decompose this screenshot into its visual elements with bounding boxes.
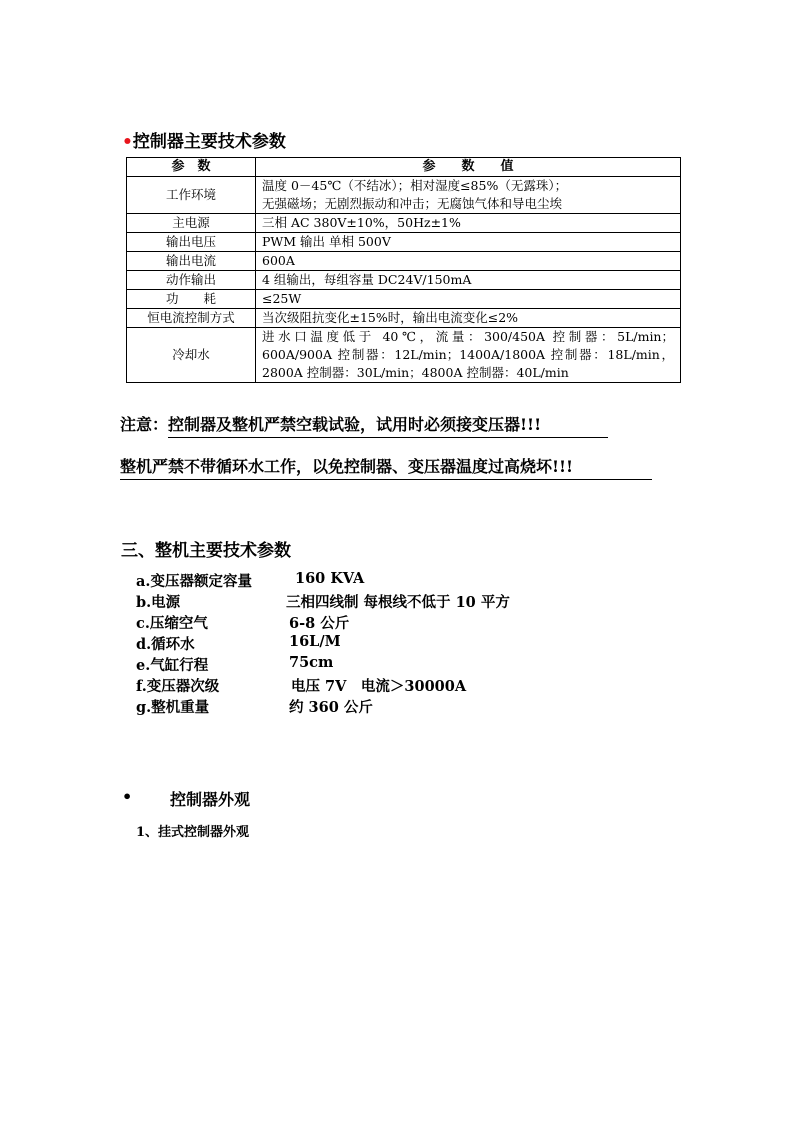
spec-value: 160 KVA bbox=[295, 570, 365, 587]
appearance-subheading: 1、挂式控制器外观 bbox=[136, 825, 250, 840]
spec-row bbox=[136, 654, 334, 675]
section-heading-controller-params bbox=[122, 127, 286, 152]
section-heading-appearance bbox=[122, 787, 251, 809]
header-param: 参 数 bbox=[127, 158, 256, 177]
value-cell: ≤25W bbox=[256, 290, 681, 309]
spec-value: 三相四线制 每根线不低于 10 平方 bbox=[286, 594, 510, 611]
warning-note-2: 整机严禁不带循环水工作，以免控制器、变压器温度过高烧坏!!! bbox=[120, 454, 652, 480]
spec-value: 75cm bbox=[289, 654, 334, 671]
value-cell: 当次级阻抗变化±15%时，输出电流变化≤2% bbox=[256, 309, 681, 328]
heading-title: 控制器主要技术参数 bbox=[132, 132, 286, 152]
table-row bbox=[127, 233, 681, 252]
warning-note-1 bbox=[120, 412, 608, 438]
spec-row bbox=[136, 570, 365, 591]
spec-label: g.整机重量 bbox=[136, 699, 210, 716]
param-cell: 输出电压 bbox=[127, 233, 256, 252]
param-cell: 输出电流 bbox=[127, 252, 256, 271]
table-row bbox=[127, 328, 681, 383]
table-row bbox=[127, 252, 681, 271]
param-cell: 动作输出 bbox=[127, 271, 256, 290]
spec-row bbox=[136, 675, 467, 696]
value-line: 进水口温度低于 40℃，流量：300/450A 控制器：5L/min； bbox=[262, 329, 674, 344]
spec-label: d.循环水 bbox=[136, 636, 195, 653]
value-line: 无强磁场；无剧烈振动和冲击；无腐蚀气体和导电尘埃 bbox=[262, 196, 563, 211]
appearance-title: 控制器外观 bbox=[170, 790, 251, 809]
value-line: 2800A 控制器：30L/min；4800A 控制器：40L/min bbox=[262, 365, 569, 380]
spec-label: e.气缸行程 bbox=[136, 657, 209, 674]
param-cell: 功 耗 bbox=[127, 290, 256, 309]
spec-value: 电压 7V 电流＞30000A bbox=[291, 678, 467, 695]
value-cell bbox=[256, 177, 681, 214]
value-cell: 600A bbox=[256, 252, 681, 271]
table-row bbox=[127, 271, 681, 290]
spec-row bbox=[136, 591, 510, 612]
value-cell bbox=[256, 328, 681, 383]
param-cell: 工作环境 bbox=[127, 177, 256, 214]
spec-row bbox=[136, 612, 350, 633]
spec-label: f.变压器次级 bbox=[136, 678, 220, 695]
bullet-icon: • bbox=[122, 787, 133, 806]
red-bullet-icon: • bbox=[122, 132, 133, 152]
value-cell: 三相 AC 380V±10%，50Hz±1% bbox=[256, 214, 681, 233]
header-value: 参 数 值 bbox=[256, 158, 681, 177]
table-row bbox=[127, 309, 681, 328]
spec-row bbox=[136, 696, 373, 717]
controller-params-table bbox=[126, 157, 681, 383]
note-prefix: 注意： bbox=[120, 415, 169, 434]
spec-value: 约 360 公斤 bbox=[289, 699, 373, 716]
value-line: 600A/900A 控制器：12L/min；1400A/1800A 控制器：18L/min， bbox=[262, 347, 674, 362]
spec-label: b.电源 bbox=[136, 594, 181, 611]
table-row bbox=[127, 290, 681, 309]
note-line-1: 控制器及整机严禁空载试验，试用时必须接变压器!!! bbox=[168, 412, 608, 438]
param-cell: 恒电流控制方式 bbox=[127, 309, 256, 328]
value-line: 温度 0－45℃（不结冰）；相对湿度≤85%（无露珠）； bbox=[262, 178, 568, 193]
param-cell: 冷却水 bbox=[127, 328, 256, 383]
param-cell: 主电源 bbox=[127, 214, 256, 233]
spec-label: c.压缩空气 bbox=[136, 615, 208, 632]
section-3-title: 三、整机主要技术参数 bbox=[121, 541, 291, 561]
spec-row bbox=[136, 633, 341, 654]
spec-value: 6-8 公斤 bbox=[289, 615, 350, 632]
value-cell: PWM 输出 单相 500V bbox=[256, 233, 681, 252]
spec-label: a.变压器额定容量 bbox=[136, 573, 252, 590]
spec-value: 16L/M bbox=[289, 633, 341, 650]
value-cell: 4 组输出，每组容量 DC24V/150mA bbox=[256, 271, 681, 290]
table-header-row bbox=[127, 158, 681, 177]
table-row bbox=[127, 214, 681, 233]
table-row bbox=[127, 177, 681, 214]
